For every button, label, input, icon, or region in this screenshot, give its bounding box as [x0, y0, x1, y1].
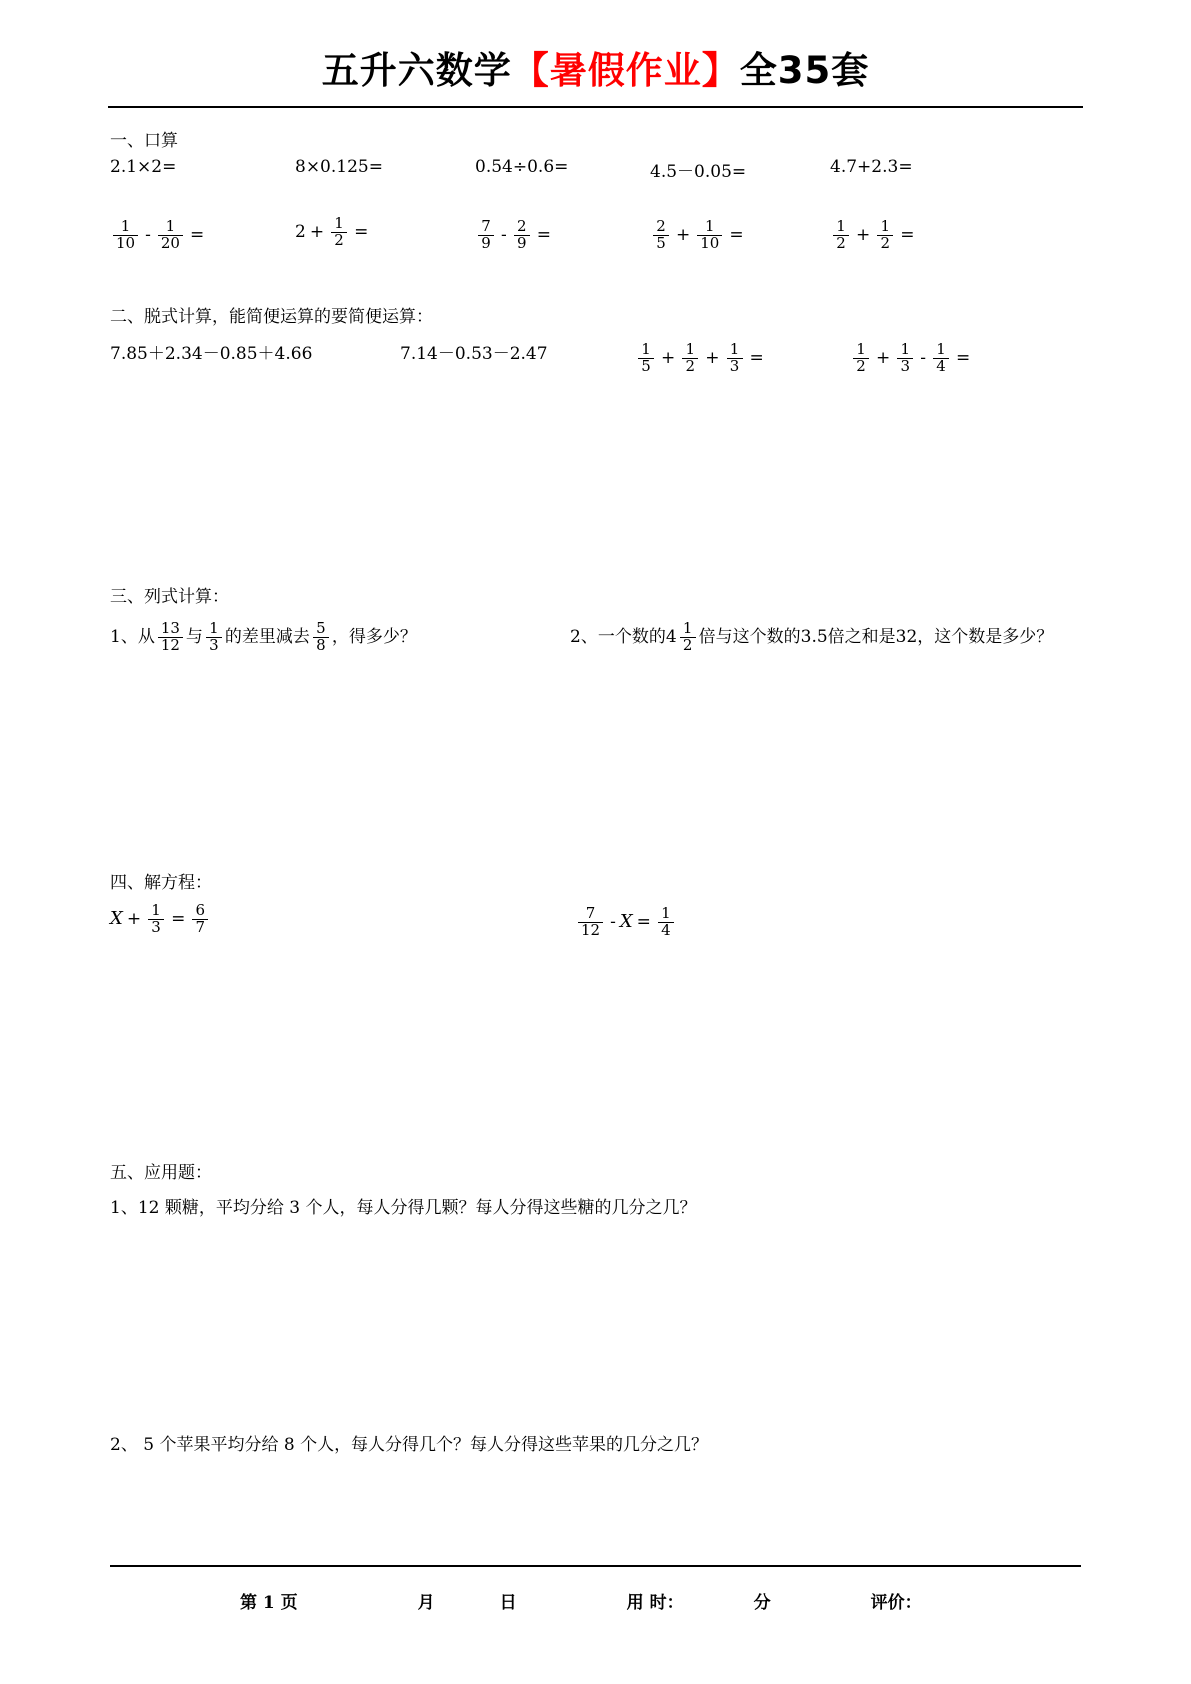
fraction-numerator: 7: [585, 903, 596, 922]
fraction-denominator: 4: [661, 920, 671, 939]
fraction-numerator: 1: [880, 217, 891, 236]
month-label: 月: [417, 1593, 435, 1613]
operator: =: [354, 222, 369, 242]
section-heading-expression: 三、列式计算：: [110, 587, 229, 608]
fraction: [638, 339, 654, 375]
operator: +: [309, 222, 325, 242]
operator: -: [610, 911, 616, 932]
fraction-denominator: 2: [856, 356, 866, 375]
fraction-numerator: 5: [316, 619, 326, 638]
fraction-numerator: 1: [661, 903, 671, 922]
fraction: [853, 339, 869, 375]
problem-text: 2、一个数的4: [570, 627, 677, 647]
section-heading-oral: 一、口算: [110, 131, 178, 152]
expression-problem-2: [570, 621, 1053, 654]
fraction-denominator: 7: [195, 917, 206, 936]
operator: =: [189, 225, 205, 245]
fraction-numerator: 1: [705, 217, 715, 236]
fraction-denominator: 12: [160, 636, 180, 654]
number: 2: [295, 222, 306, 242]
fraction: [658, 903, 674, 939]
fraction: [897, 339, 913, 375]
fraction-numerator: 1: [685, 339, 696, 358]
fraction-numerator: 13: [160, 619, 180, 638]
fraction-denominator: 2: [334, 231, 344, 249]
fraction: [158, 621, 183, 654]
operator: +: [705, 347, 720, 368]
fraction-numerator: 1: [165, 217, 176, 236]
variable: X: [619, 911, 633, 932]
footer-divider: [110, 1565, 1081, 1567]
fraction-numerator: 1: [856, 339, 866, 358]
fraction-denominator: 3: [209, 636, 219, 654]
operator: =: [536, 225, 551, 245]
oral-problem: 4.7+2.3=: [830, 157, 913, 178]
fraction: [877, 219, 893, 252]
oral-problem: 8×0.125=: [295, 157, 383, 178]
fraction-denominator: 2: [685, 356, 696, 375]
oral-fraction-problem: [475, 219, 555, 252]
fraction-denominator: 10: [116, 234, 136, 252]
fraction-denominator: 9: [481, 234, 491, 252]
operator: +: [676, 225, 691, 245]
fraction-denominator: 2: [836, 234, 846, 252]
fraction-denominator: 10: [700, 234, 720, 252]
problem-text: 与: [185, 627, 203, 647]
fraction-numerator: 1: [900, 339, 911, 358]
fraction-denominator: 12: [581, 920, 601, 939]
fraction-numerator: 1: [151, 900, 161, 919]
fraction: [514, 219, 530, 252]
fraction-denominator: 3: [151, 917, 161, 936]
page-number: 第 1 页: [240, 1593, 298, 1613]
equations-row: [110, 900, 1081, 939]
operator: =: [171, 908, 186, 929]
fraction: [331, 216, 347, 249]
operator: +: [876, 347, 891, 368]
fraction: [833, 219, 849, 252]
fraction-numerator: 7: [481, 217, 491, 236]
problem-text: 倍与这个数的3.5倍之和是32，这个数是多少？: [698, 627, 1054, 647]
oral-fraction-problem: [650, 219, 748, 252]
fraction-numerator: 2: [656, 217, 666, 236]
word-problem-1: 1、12 颗糖，平均分给 3 个人，每人分得几颗？每人分得这些糖的几分之几？: [110, 1198, 697, 1219]
operator: =: [956, 347, 971, 368]
fraction-denominator: 9: [516, 234, 527, 252]
oral-fraction-problem: [110, 219, 208, 252]
evaluation-label: 评价：: [870, 1593, 922, 1613]
oral-fraction-row: [110, 216, 1081, 252]
fraction-denominator: 3: [900, 356, 911, 375]
fraction-numerator: 1: [729, 339, 740, 358]
simplify-row: [110, 339, 1081, 375]
fraction: [313, 621, 329, 654]
fraction-denominator: 5: [656, 234, 666, 252]
fraction: [478, 219, 494, 252]
fraction-numerator: 1: [641, 339, 651, 358]
fraction-numerator: 1: [209, 619, 219, 638]
operator: =: [729, 225, 744, 245]
fraction-denominator: 4: [936, 356, 946, 375]
problem-text: ，得多少？: [331, 627, 417, 647]
fraction: [653, 219, 669, 252]
operator: =: [749, 347, 764, 368]
fraction: [158, 219, 183, 252]
problem-text: 的差里减去: [224, 627, 310, 647]
fraction-denominator: 3: [729, 356, 740, 375]
fraction: [206, 621, 222, 654]
fraction-numerator: 1: [682, 619, 693, 638]
footer: [110, 1588, 1081, 1613]
operator: -: [920, 347, 926, 368]
operator: =: [900, 225, 915, 245]
operator: +: [126, 908, 142, 929]
expression-problem-1: [110, 621, 417, 654]
oral-problem: 0.54÷0.6=: [475, 157, 569, 178]
operator: =: [636, 911, 651, 932]
fraction: [682, 339, 698, 375]
fraction-denominator: 2: [880, 234, 891, 252]
section-heading-word-problems: 五、应用题：: [110, 1163, 212, 1184]
title-prefix: 五升六数学: [321, 49, 512, 92]
equation-2: [575, 903, 677, 939]
fraction-denominator: 20: [160, 234, 180, 252]
section-heading-equations: 四、解方程：: [110, 872, 212, 893]
fraction-numerator: 2: [516, 217, 527, 236]
fraction: [113, 219, 138, 252]
title-suffix: 全35套: [739, 49, 870, 92]
simplify-problem: 7.85＋2.34－0.85＋4.66: [110, 343, 313, 364]
title-bracket: 【暑假作业】: [511, 49, 740, 92]
minute-label: 分: [753, 1593, 771, 1613]
fraction: [148, 900, 164, 936]
oral-fraction-problem: [295, 216, 372, 249]
title-divider: [108, 106, 1083, 108]
fraction: [697, 219, 722, 252]
section-heading-simplify: 二、脱式计算，能简便运算的要简便运算：: [110, 306, 433, 327]
fraction-numerator: 1: [936, 339, 946, 358]
fraction: [578, 903, 603, 939]
fraction: [680, 621, 696, 654]
simplify-fraction-problem: [635, 339, 768, 375]
equation-1: [110, 900, 211, 936]
fraction: [192, 900, 208, 936]
page-title: [110, 0, 1081, 94]
operator: +: [856, 225, 871, 245]
variable: X: [110, 908, 123, 929]
expression-row: [110, 621, 1081, 654]
oral-decimal-row: [110, 157, 1081, 182]
fraction-numerator: 1: [836, 217, 846, 236]
time-used-label: 用 时：: [626, 1593, 684, 1613]
operator: -: [501, 225, 507, 245]
oral-problem: 4.5－0.05=: [650, 162, 747, 183]
simplify-problem: 7.14－0.53－2.47: [400, 343, 548, 364]
word-problem-2: 2、 5 个苹果平均分给 8 个人，每人分得几个？每人分得这些苹果的几分之几？: [110, 1435, 709, 1456]
oral-problem: 2.1×2=: [110, 157, 177, 178]
simplify-fraction-problem: [850, 339, 974, 375]
day-label: 日: [499, 1593, 517, 1613]
fraction-denominator: 2: [682, 636, 693, 654]
fraction: [933, 339, 949, 375]
fraction-numerator: 1: [120, 217, 131, 236]
fraction-numerator: 1: [334, 214, 344, 233]
fraction-denominator: 5: [641, 356, 651, 375]
problem-text: 1、从: [110, 627, 155, 647]
operator: -: [145, 225, 151, 245]
fraction-numerator: 6: [195, 900, 206, 919]
fraction-denominator: 8: [316, 636, 326, 654]
oral-fraction-problem: [830, 219, 919, 252]
operator: +: [661, 347, 676, 368]
fraction: [727, 339, 743, 375]
